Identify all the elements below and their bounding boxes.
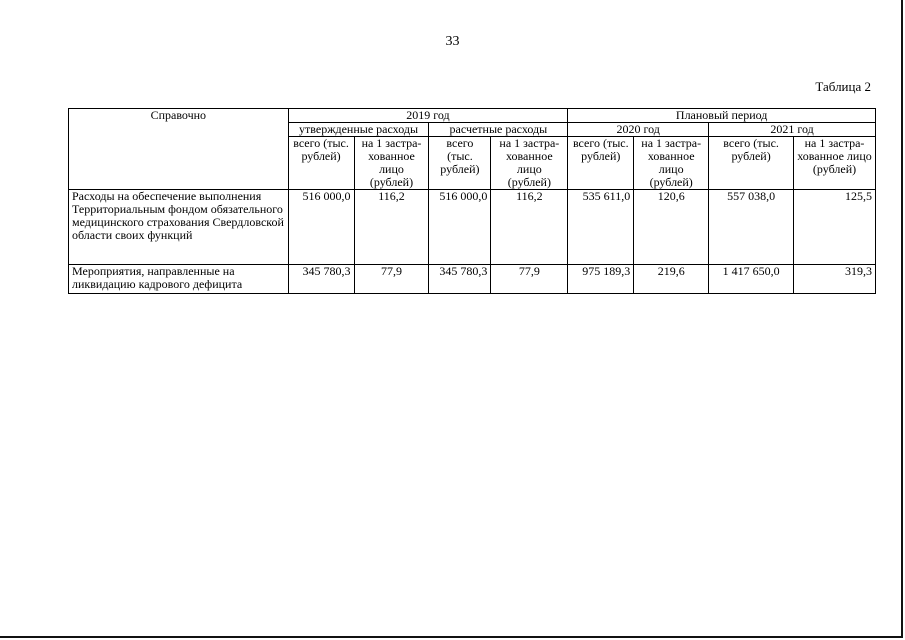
header-per-person: на 1 застра-хованное лицо (рублей) (794, 137, 876, 190)
header-total: всего (тыс. рублей) (429, 137, 491, 190)
cell-value: 345 780,3 (429, 265, 491, 294)
header-2021: 2021 год (709, 123, 876, 137)
header-per-person: на 1 застра-хованное лицо (рублей) (354, 137, 429, 190)
cell-value: 77,9 (491, 265, 568, 294)
budget-table (68, 108, 876, 294)
cell-value: 120,6 (634, 190, 709, 265)
table-row (69, 190, 876, 265)
table-label: Таблица 2 (815, 79, 871, 94)
table-row (69, 265, 876, 294)
cell-value: 516 000,0 (288, 190, 354, 265)
row-label: Расходы на обеспечение выполнения Территориальным фондом обязательного медицинского страхования Свердловской области своих функций (69, 190, 289, 265)
row-label: Мероприятия, направленные на ликвидацию кадрового дефицита (69, 265, 289, 294)
cell-value: 535 611,0 (568, 190, 634, 265)
cell-value: 516 000,0 (429, 190, 491, 265)
cell-value: 77,9 (354, 265, 429, 294)
header-planned-period: Плановый период (568, 109, 876, 123)
header-calculated-expenses: расчетные расходы (429, 123, 568, 137)
cell-value: 219,6 (634, 265, 709, 294)
cell-value: 125,5 (794, 190, 876, 265)
header-per-person: на 1 застра-хованное лицо (рублей) (634, 137, 709, 190)
cell-value: 1 417 650,0 (709, 265, 794, 294)
corner-header: Справочно (69, 109, 289, 190)
header-per-person: на 1 застра-хованное лицо (рублей) (491, 137, 568, 190)
header-total: всего (тыс. рублей) (709, 137, 794, 190)
cell-value: 116,2 (491, 190, 568, 265)
header-2020: 2020 год (568, 123, 709, 137)
cell-value: 345 780,3 (288, 265, 354, 294)
page-number: 33 (445, 34, 460, 49)
header-row-years (69, 109, 876, 123)
header-2019: 2019 год (288, 109, 568, 123)
header-total: всего (тыс. рублей) (288, 137, 354, 190)
cell-value: 557 038,0 (709, 190, 794, 265)
cell-value: 116,2 (354, 190, 429, 265)
cell-value: 319,3 (794, 265, 876, 294)
header-total: всего (тыс. рублей) (568, 137, 634, 190)
header-approved-expenses: утвержденные расходы (288, 123, 429, 137)
cell-value: 975 189,3 (568, 265, 634, 294)
